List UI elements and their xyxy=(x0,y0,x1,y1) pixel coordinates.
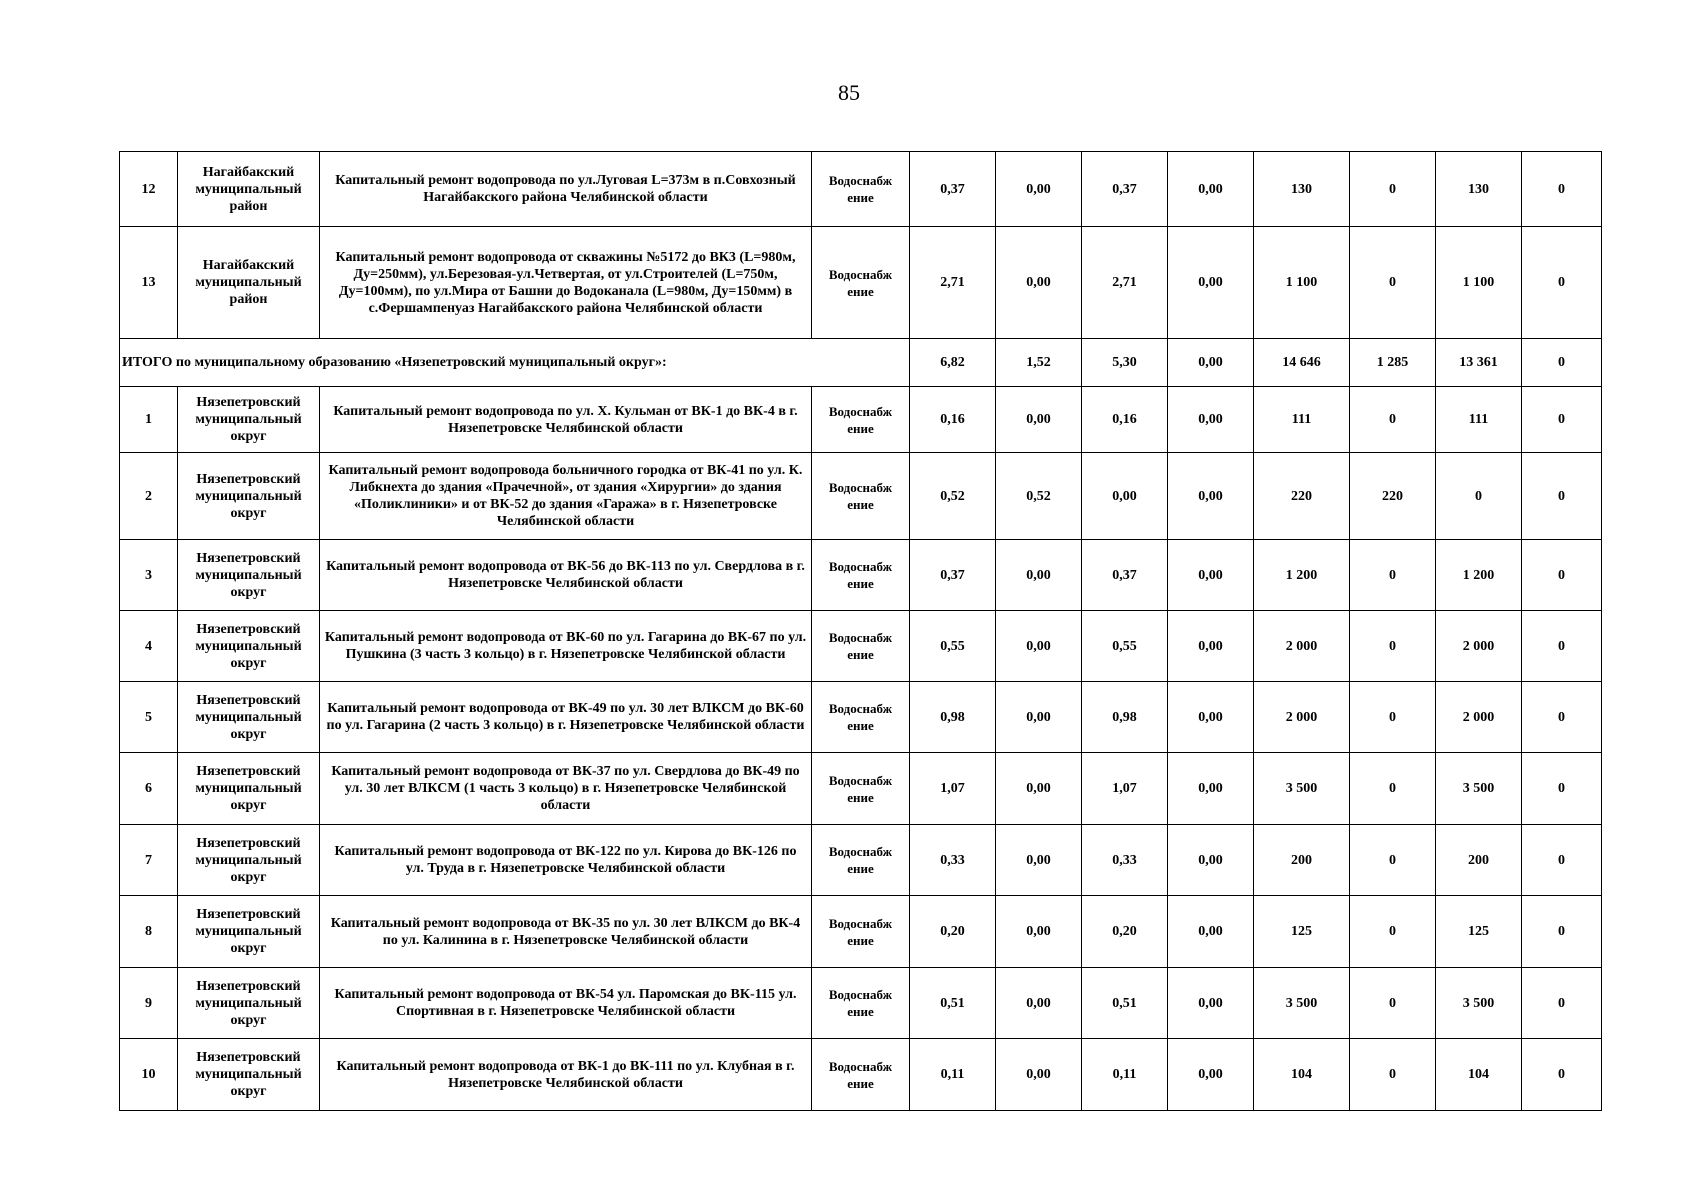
value-cell: 0 xyxy=(1350,825,1436,896)
value-cell: 0,00 xyxy=(1168,1039,1254,1111)
work-description: Капитальный ремонт водопровода от ВК-54 ул. Паромская до ВК-115 ул. Спортивная в г. Нязепетровске Челябинской области xyxy=(320,968,812,1039)
value-cell: 1 100 xyxy=(1436,227,1522,339)
value-cell: 0 xyxy=(1522,611,1602,682)
service-type: Водоснабж ение xyxy=(812,968,910,1039)
municipality-cell: Нязепетровский муниципальный округ xyxy=(178,825,320,896)
municipality-cell: Нязепетровский муниципальный округ xyxy=(178,1039,320,1111)
value-cell: 0,00 xyxy=(996,611,1082,682)
value-cell: 0,55 xyxy=(1082,611,1168,682)
service-type: Водоснабж ение xyxy=(812,227,910,339)
service-type: Водоснабж ение xyxy=(812,896,910,968)
value-cell: 104 xyxy=(1436,1039,1522,1111)
work-description: Капитальный ремонт водопровода от ВК-56 до ВК-113 по ул. Свердлова в г. Нязепетровске Челябинской области xyxy=(320,540,812,611)
value-cell: 0,16 xyxy=(910,387,996,453)
value-cell: 220 xyxy=(1350,453,1436,540)
value-cell: 0,00 xyxy=(1168,753,1254,825)
municipality-cell: Нязепетровский муниципальный округ xyxy=(178,968,320,1039)
total-label: ИТОГО по муниципальному образованию «Нязепетровский муниципальный округ»: xyxy=(120,339,910,387)
value-cell: 0,37 xyxy=(1082,152,1168,227)
value-cell: 2,71 xyxy=(910,227,996,339)
municipality-cell: Нязепетровский муниципальный округ xyxy=(178,611,320,682)
value-cell: 3 500 xyxy=(1436,753,1522,825)
value-cell: 0,00 xyxy=(1082,453,1168,540)
value-cell: 0 xyxy=(1350,753,1436,825)
value-cell: 0,00 xyxy=(1168,152,1254,227)
row-number: 10 xyxy=(120,1039,178,1111)
value-cell: 0,51 xyxy=(1082,968,1168,1039)
value-cell: 200 xyxy=(1436,825,1522,896)
row-number: 1 xyxy=(120,387,178,453)
value-cell: 0,00 xyxy=(1168,825,1254,896)
work-description: Капитальный ремонт водопровода больничного городка от ВК-41 по ул. К. Либкнехта до здания «Прачечной», от здания «Хирургии» до здания «Поликлиники» и от ВК-52 до здания «Гаража» в г. Нязепетровске Челябинской области xyxy=(320,453,812,540)
value-cell: 0,00 xyxy=(996,152,1082,227)
work-description: Капитальный ремонт водопровода от ВК-35 по ул. 30 лет ВЛКСМ до ВК-4 по ул. Калинина в г. Нязепетровске Челябинской области xyxy=(320,896,812,968)
investment-program-table xyxy=(119,151,1602,1111)
work-description: Капитальный ремонт водопровода от скважины №5172 до ВК3 (L=980м, Ду=250мм), ул.Березовая-ул.Четвертая, от ул.Строителей (L=750м, Ду=100мм), по ул.Мира от Башни до Водоканала (L=980м, Ду=150мм) в с.Фершампенуаз Нагайбакского района Челябинской области xyxy=(320,227,812,339)
value-cell: 0 xyxy=(1522,1039,1602,1111)
total-value-cell: 1 285 xyxy=(1350,339,1436,387)
value-cell: 0,37 xyxy=(1082,540,1168,611)
value-cell: 0,00 xyxy=(1168,682,1254,753)
value-cell: 0 xyxy=(1350,682,1436,753)
value-cell: 0,00 xyxy=(996,227,1082,339)
page-number: 85 xyxy=(838,80,860,105)
total-value-cell: 0 xyxy=(1522,339,1602,387)
table-row xyxy=(120,825,1602,896)
row-number: 12 xyxy=(120,152,178,227)
value-cell: 2 000 xyxy=(1436,682,1522,753)
table-row xyxy=(120,227,1602,339)
row-number: 4 xyxy=(120,611,178,682)
value-cell: 0,00 xyxy=(996,753,1082,825)
value-cell: 0 xyxy=(1522,825,1602,896)
value-cell: 2 000 xyxy=(1254,611,1350,682)
total-row xyxy=(120,339,1602,387)
table-row xyxy=(120,968,1602,1039)
value-cell: 0,20 xyxy=(1082,896,1168,968)
value-cell: 0,00 xyxy=(996,968,1082,1039)
value-cell: 0,00 xyxy=(996,896,1082,968)
table-row xyxy=(120,387,1602,453)
value-cell: 125 xyxy=(1254,896,1350,968)
value-cell: 0,00 xyxy=(996,1039,1082,1111)
service-type: Водоснабж ение xyxy=(812,1039,910,1111)
value-cell: 111 xyxy=(1254,387,1350,453)
value-cell: 2,71 xyxy=(1082,227,1168,339)
value-cell: 0,00 xyxy=(1168,968,1254,1039)
work-description: Капитальный ремонт водопровода от ВК-60 по ул. Гагарина до ВК-67 по ул. Пушкина (3 часть 3 кольцо) в г. Нязепетровске Челябинской области xyxy=(320,611,812,682)
value-cell: 0 xyxy=(1522,152,1602,227)
work-description: Капитальный ремонт водопровода от ВК-122 по ул. Кирова до ВК-126 по ул. Труда в г. Нязепетровске Челябинской области xyxy=(320,825,812,896)
service-type: Водоснабж ение xyxy=(812,453,910,540)
value-cell: 0 xyxy=(1522,540,1602,611)
service-type: Водоснабж ение xyxy=(812,540,910,611)
service-type: Водоснабж ение xyxy=(812,152,910,227)
value-cell: 0 xyxy=(1522,387,1602,453)
value-cell: 0,00 xyxy=(1168,540,1254,611)
value-cell: 0,00 xyxy=(1168,896,1254,968)
value-cell: 1 100 xyxy=(1254,227,1350,339)
value-cell: 0,00 xyxy=(996,682,1082,753)
value-cell: 0 xyxy=(1522,453,1602,540)
value-cell: 0,98 xyxy=(910,682,996,753)
work-description: Капитальный ремонт водопровода от ВК-1 до ВК-111 по ул. Клубная в г. Нязепетровске Челябинской области xyxy=(320,1039,812,1111)
row-number: 5 xyxy=(120,682,178,753)
value-cell: 1,07 xyxy=(1082,753,1168,825)
value-cell: 3 500 xyxy=(1254,968,1350,1039)
value-cell: 0,00 xyxy=(996,825,1082,896)
value-cell: 220 xyxy=(1254,453,1350,540)
service-type: Водоснабж ение xyxy=(812,611,910,682)
municipality-cell: Нязепетровский муниципальный округ xyxy=(178,387,320,453)
service-type: Водоснабж ение xyxy=(812,753,910,825)
value-cell: 0 xyxy=(1350,968,1436,1039)
value-cell: 0,00 xyxy=(1168,453,1254,540)
total-value-cell: 14 646 xyxy=(1254,339,1350,387)
total-value-cell: 13 361 xyxy=(1436,339,1522,387)
work-description: Капитальный ремонт водопровода от ВК-49 по ул. 30 лет ВЛКСМ до ВК-60 по ул. Гагарина (2 часть 3 кольцо) в г. Нязепетровске Челябинской области xyxy=(320,682,812,753)
total-value-cell: 1,52 xyxy=(996,339,1082,387)
value-cell: 0,33 xyxy=(1082,825,1168,896)
total-value-cell: 5,30 xyxy=(1082,339,1168,387)
value-cell: 0,37 xyxy=(910,540,996,611)
value-cell: 0 xyxy=(1350,896,1436,968)
value-cell: 0 xyxy=(1350,387,1436,453)
value-cell: 0,00 xyxy=(996,387,1082,453)
value-cell: 2 000 xyxy=(1436,611,1522,682)
value-cell: 0,20 xyxy=(910,896,996,968)
total-value-cell: 0,00 xyxy=(1168,339,1254,387)
value-cell: 0 xyxy=(1436,453,1522,540)
value-cell: 0,11 xyxy=(1082,1039,1168,1111)
value-cell: 130 xyxy=(1436,152,1522,227)
value-cell: 0,00 xyxy=(996,540,1082,611)
row-number: 13 xyxy=(120,227,178,339)
value-cell: 0,11 xyxy=(910,1039,996,1111)
value-cell: 0,52 xyxy=(910,453,996,540)
service-type: Водоснабж ение xyxy=(812,825,910,896)
row-number: 8 xyxy=(120,896,178,968)
row-number: 3 xyxy=(120,540,178,611)
value-cell: 0,98 xyxy=(1082,682,1168,753)
value-cell: 0,00 xyxy=(1168,227,1254,339)
value-cell: 0 xyxy=(1350,1039,1436,1111)
value-cell: 0 xyxy=(1522,682,1602,753)
value-cell: 0 xyxy=(1522,753,1602,825)
service-type: Водоснабж ение xyxy=(812,387,910,453)
value-cell: 0 xyxy=(1350,152,1436,227)
value-cell: 3 500 xyxy=(1254,753,1350,825)
row-number: 7 xyxy=(120,825,178,896)
municipality-cell: Нязепетровский муниципальный округ xyxy=(178,753,320,825)
service-type: Водоснабж ение xyxy=(812,682,910,753)
table-row xyxy=(120,1039,1602,1111)
value-cell: 111 xyxy=(1436,387,1522,453)
municipality-cell: Нагайбакский муниципальный район xyxy=(178,152,320,227)
table-row xyxy=(120,540,1602,611)
work-description: Капитальный ремонт водопровода от ВК-37 по ул. Свердлова до ВК-49 по ул. 30 лет ВЛКСМ (1 часть 3 кольцо) в г. Нязепетровске Челябинской области xyxy=(320,753,812,825)
value-cell: 0 xyxy=(1522,896,1602,968)
total-value-cell: 6,82 xyxy=(910,339,996,387)
municipality-cell: Нагайбакский муниципальный район xyxy=(178,227,320,339)
value-cell: 0 xyxy=(1350,611,1436,682)
value-cell: 0,00 xyxy=(1168,611,1254,682)
value-cell: 0 xyxy=(1350,540,1436,611)
row-number: 9 xyxy=(120,968,178,1039)
value-cell: 1 200 xyxy=(1254,540,1350,611)
value-cell: 130 xyxy=(1254,152,1350,227)
value-cell: 0,33 xyxy=(910,825,996,896)
municipality-cell: Нязепетровский муниципальный округ xyxy=(178,682,320,753)
value-cell: 0 xyxy=(1522,227,1602,339)
row-number: 6 xyxy=(120,753,178,825)
municipality-cell: Нязепетровский муниципальный округ xyxy=(178,453,320,540)
value-cell: 0,37 xyxy=(910,152,996,227)
value-cell: 2 000 xyxy=(1254,682,1350,753)
value-cell: 1,07 xyxy=(910,753,996,825)
work-description: Капитальный ремонт водопровода по ул. Х. Кульман от ВК-1 до ВК-4 в г. Нязепетровске Челябинской области xyxy=(320,387,812,453)
value-cell: 0,51 xyxy=(910,968,996,1039)
table-row xyxy=(120,611,1602,682)
value-cell: 200 xyxy=(1254,825,1350,896)
value-cell: 0,00 xyxy=(1168,387,1254,453)
row-number: 2 xyxy=(120,453,178,540)
value-cell: 0,52 xyxy=(996,453,1082,540)
value-cell: 0 xyxy=(1350,227,1436,339)
table-row xyxy=(120,753,1602,825)
value-cell: 0,55 xyxy=(910,611,996,682)
value-cell: 1 200 xyxy=(1436,540,1522,611)
value-cell: 104 xyxy=(1254,1039,1350,1111)
value-cell: 3 500 xyxy=(1436,968,1522,1039)
value-cell: 125 xyxy=(1436,896,1522,968)
work-description: Капитальный ремонт водопровода по ул.Луговая L=373м в п.Совхозный Нагайбакского района Челябинской области xyxy=(320,152,812,227)
table-row xyxy=(120,682,1602,753)
table-row xyxy=(120,896,1602,968)
value-cell: 0 xyxy=(1522,968,1602,1039)
value-cell: 0,16 xyxy=(1082,387,1168,453)
municipality-cell: Нязепетровский муниципальный округ xyxy=(178,540,320,611)
municipality-cell: Нязепетровский муниципальный округ xyxy=(178,896,320,968)
table-row xyxy=(120,453,1602,540)
table-row xyxy=(120,152,1602,227)
